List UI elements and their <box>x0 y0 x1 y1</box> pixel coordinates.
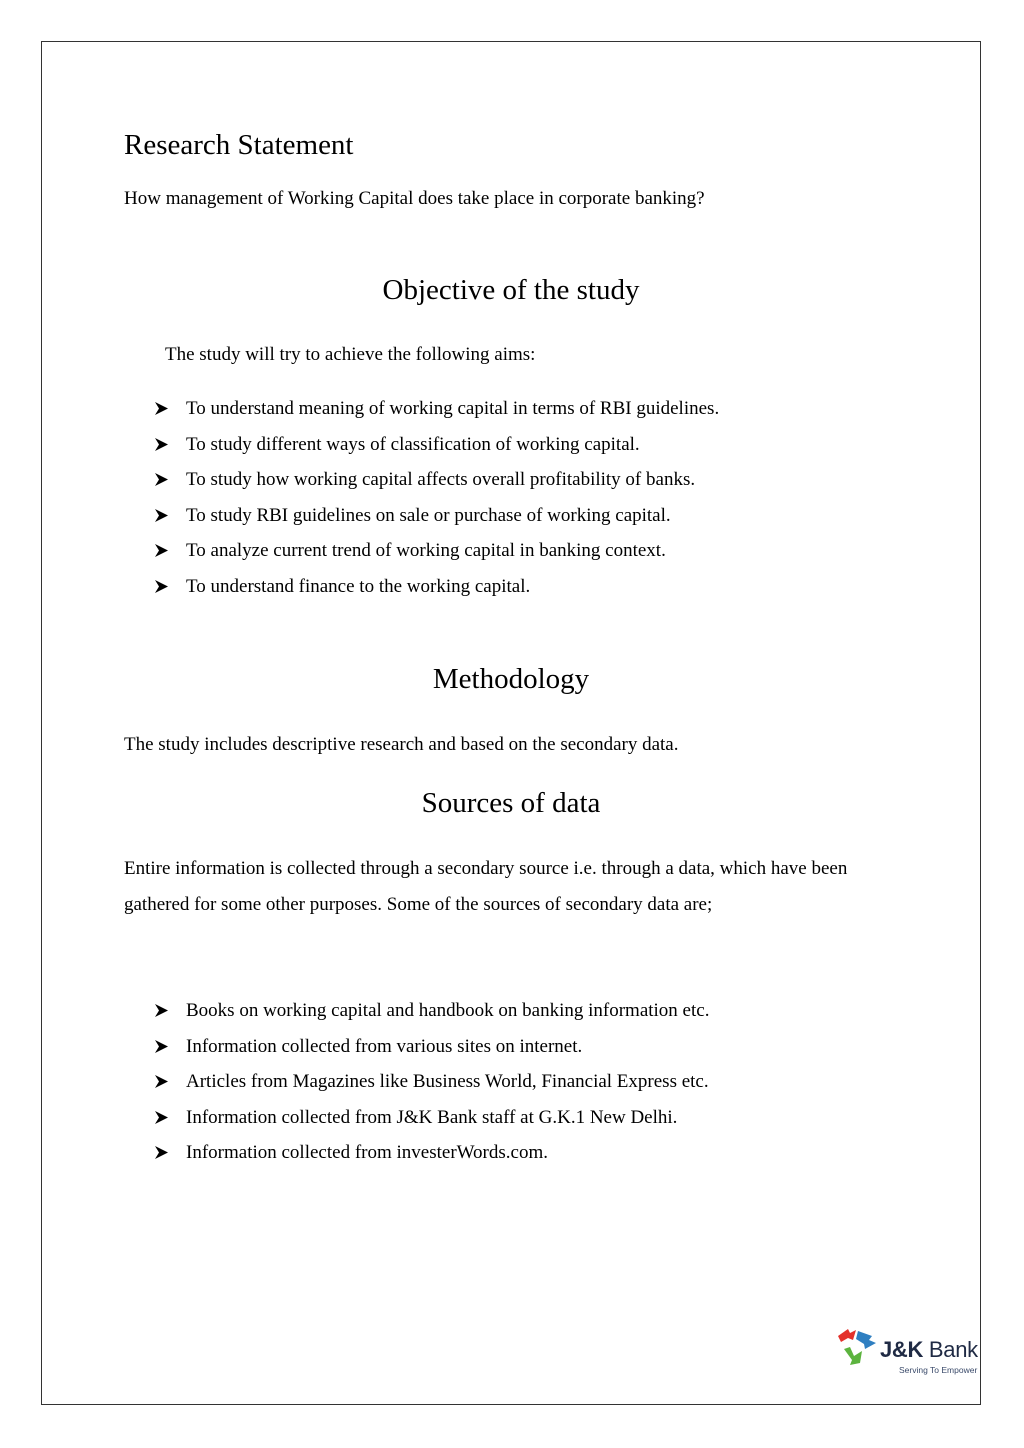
arrow-bullet-icon <box>155 1036 186 1053</box>
list-item: Books on working capital and handbook on banking information etc. <box>155 1000 709 1036</box>
page-border <box>41 41 981 1405</box>
list-item: To analyze current trend of working capital in banking context. <box>155 540 719 576</box>
objective-list <box>155 398 719 612</box>
list-item: To study different ways of classification of working capital. <box>155 434 719 470</box>
arrow-bullet-icon <box>155 540 186 557</box>
arrow-bullet-icon <box>155 505 186 522</box>
arrow-bullet-icon <box>155 1142 186 1159</box>
logo-green-arrow <box>844 1347 862 1365</box>
jk-bank-logo-mark-icon <box>836 1327 880 1373</box>
arrow-bullet-icon <box>155 469 186 486</box>
arrow-bullet-icon <box>155 1071 186 1088</box>
sources-heading: Sources of data <box>421 787 601 819</box>
list-item: Information collected from investerWords.com. <box>155 1142 709 1178</box>
arrow-bullet-icon <box>155 434 186 451</box>
arrow-bullet-icon <box>155 576 186 593</box>
sources-list <box>155 1000 709 1178</box>
list-item: Information collected from various sites on internet. <box>155 1036 709 1072</box>
logo-tagline: Serving To Empower <box>899 1365 978 1375</box>
list-item: Articles from Magazines like Business World, Financial Express etc. <box>155 1071 709 1107</box>
arrow-bullet-icon <box>155 1107 186 1124</box>
objective-intro: The study will try to achieve the following aims: <box>165 344 536 365</box>
logo-red-arrow <box>838 1329 856 1342</box>
arrow-bullet-icon <box>155 1000 186 1017</box>
list-item: To study RBI guidelines on sale or purchase of working capital. <box>155 505 719 541</box>
logo-brand: J&K Bank <box>880 1337 978 1362</box>
methodology-heading: Methodology <box>432 663 590 695</box>
list-item: To understand finance to the working capital. <box>155 576 719 612</box>
research-statement-heading: Research Statement <box>124 129 354 161</box>
research-statement-text: How management of Working Capital does take place in corporate banking? <box>124 188 705 209</box>
arrow-bullet-icon <box>155 398 186 415</box>
methodology-text: The study includes descriptive research and based on the secondary data. <box>124 734 679 755</box>
list-item: To study how working capital affects overall profitability of banks. <box>155 469 719 505</box>
sources-text: Entire information is collected through a secondary source i.e. through a data, which have been gathered for some other purposes. Some of the sources of secondary data are; <box>124 858 848 915</box>
jk-bank-logo <box>836 1325 984 1377</box>
list-item: Information collected from J&K Bank staff at G.K.1 New Delhi. <box>155 1107 709 1143</box>
logo-blue-arrow <box>856 1331 876 1349</box>
objective-heading: Objective of the study <box>382 274 640 306</box>
list-item: To understand meaning of working capital in terms of RBI guidelines. <box>155 398 719 434</box>
